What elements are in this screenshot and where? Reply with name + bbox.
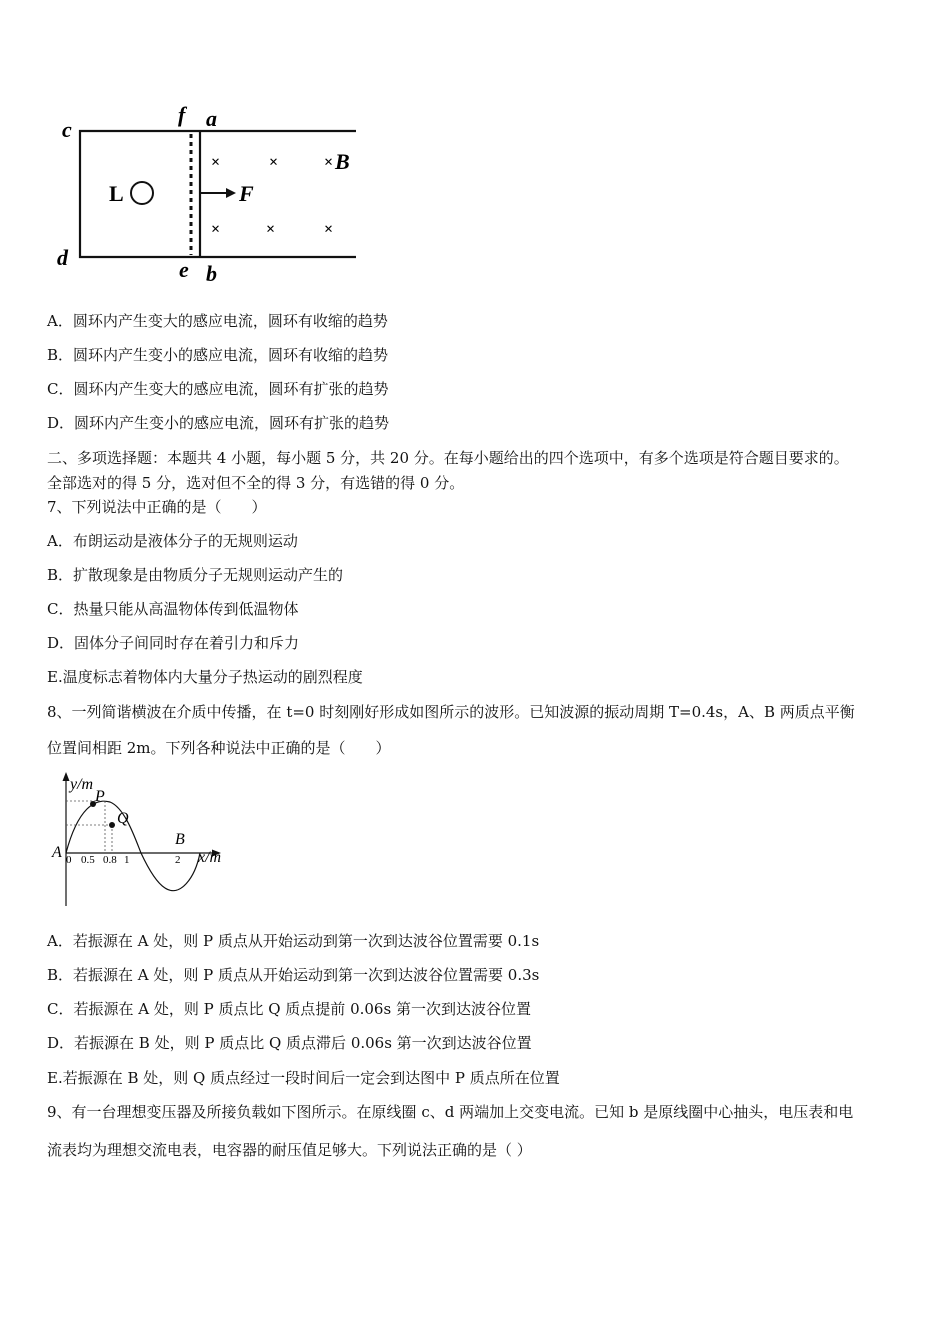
section2-scoring: 全部选对的得 5 分，选对但不全的得 3 分，有选错的得 0 分。 <box>47 474 465 492</box>
q7-stem: 7、下列说法中正确的是（ ） <box>47 498 267 516</box>
field-cross: × <box>324 154 334 171</box>
q7-option-b: B．扩散现象是由物质分子无规则运动产生的 <box>47 566 344 584</box>
q8-option-e: E.若振源在 B 处，则 Q 质点经过一段时间后一定会到达图中 P 质点所在位置 <box>47 1069 560 1087</box>
ring-L <box>131 182 153 204</box>
label-e: e <box>179 257 189 282</box>
q8-option-c: C．若振源在 A 处，则 P 质点比 Q 质点提前 0.06s 第一次到达波谷位置 <box>47 1000 531 1018</box>
label-A: A <box>52 844 62 861</box>
q8-stem-line1: 8、一列简谐横波在介质中传播，在 t=0 时刻刚好形成如图所示的波形。已知波源的振动周期 T=0.4s，A、B 两质点平衡 <box>47 703 855 721</box>
q7-option-d: D．固体分子间同时存在着引力和斥力 <box>47 634 300 652</box>
field-cross: × <box>269 154 279 171</box>
tick-label: 0.8 <box>103 854 117 866</box>
field-cross: × <box>211 221 221 238</box>
label-f: f <box>178 102 186 127</box>
field-cross: × <box>211 154 221 171</box>
q8-stem-line2: 位置间相距 2m。下列各种说法中正确的是（ ） <box>47 739 391 757</box>
field-cross: × <box>266 221 276 238</box>
label-P: P <box>95 788 105 805</box>
tick-label: 0 <box>66 854 72 866</box>
point-Q <box>109 822 115 828</box>
q8-option-b: B．若振源在 A 处，则 P 质点从开始运动到第一次到达波谷位置需要 0.3s <box>47 966 540 984</box>
q7-option-e: E.温度标志着物体内大量分子热运动的剧烈程度 <box>47 668 363 686</box>
label-F: F <box>239 181 254 206</box>
y-axis-label: y/m <box>70 776 94 793</box>
field-cross: × <box>324 221 334 238</box>
q9-stem-line2: 流表均为理想交流电表，电容器的耐压值足够大。下列说法正确的是（ ） <box>47 1141 532 1159</box>
q6-option-b: B．圆环内产生变小的感应电流，圆环有收缩的趋势 <box>47 346 389 364</box>
x-axis-label: x/m <box>198 849 222 866</box>
q7-option-c: C．热量只能从高温物体传到低温物体 <box>47 600 299 618</box>
tick-label: 0.5 <box>81 854 95 866</box>
q6-option-a: A．圆环内产生变大的感应电流，圆环有收缩的趋势 <box>47 312 388 330</box>
label-L: L <box>109 181 124 206</box>
q9-stem-line1: 9、有一台理想变压器及所接负载如下图所示。在原线圈 c、d 两端加上交变电流。已知 b 是原线圈中心抽头，电压表和电 <box>47 1103 854 1121</box>
figure-wave-graph <box>45 768 245 910</box>
tick-label: 1 <box>124 854 130 866</box>
label-a: a <box>206 106 217 131</box>
label-B: B <box>335 149 350 174</box>
tick-label: 2 <box>175 854 181 866</box>
label-B: B <box>175 831 185 848</box>
q6-option-d: D．圆环内产生变小的感应电流，圆环有扩张的趋势 <box>47 414 390 432</box>
q6-option-c: C．圆环内产生变大的感应电流，圆环有扩张的趋势 <box>47 380 389 398</box>
label-Q: Q <box>117 810 129 827</box>
label-c: c <box>62 117 72 142</box>
section2-heading: 二、多项选择题：本题共 4 小题，每小题 5 分，共 20 分。在每小题给出的四个选项中，有多个选项是符合题目要求的。 <box>47 449 849 467</box>
label-b: b <box>206 261 217 286</box>
figure-rail-circuit <box>50 100 370 290</box>
q8-option-d: D．若振源在 B 处，则 P 质点比 Q 质点滞后 0.06s 第一次到达波谷位置 <box>47 1034 532 1052</box>
label-d: d <box>57 245 68 270</box>
q7-option-a: A．布朗运动是液体分子的无规则运动 <box>47 532 298 550</box>
q8-option-a: A．若振源在 A 处，则 P 质点从开始运动到第一次到达波谷位置需要 0.1s <box>47 932 540 950</box>
